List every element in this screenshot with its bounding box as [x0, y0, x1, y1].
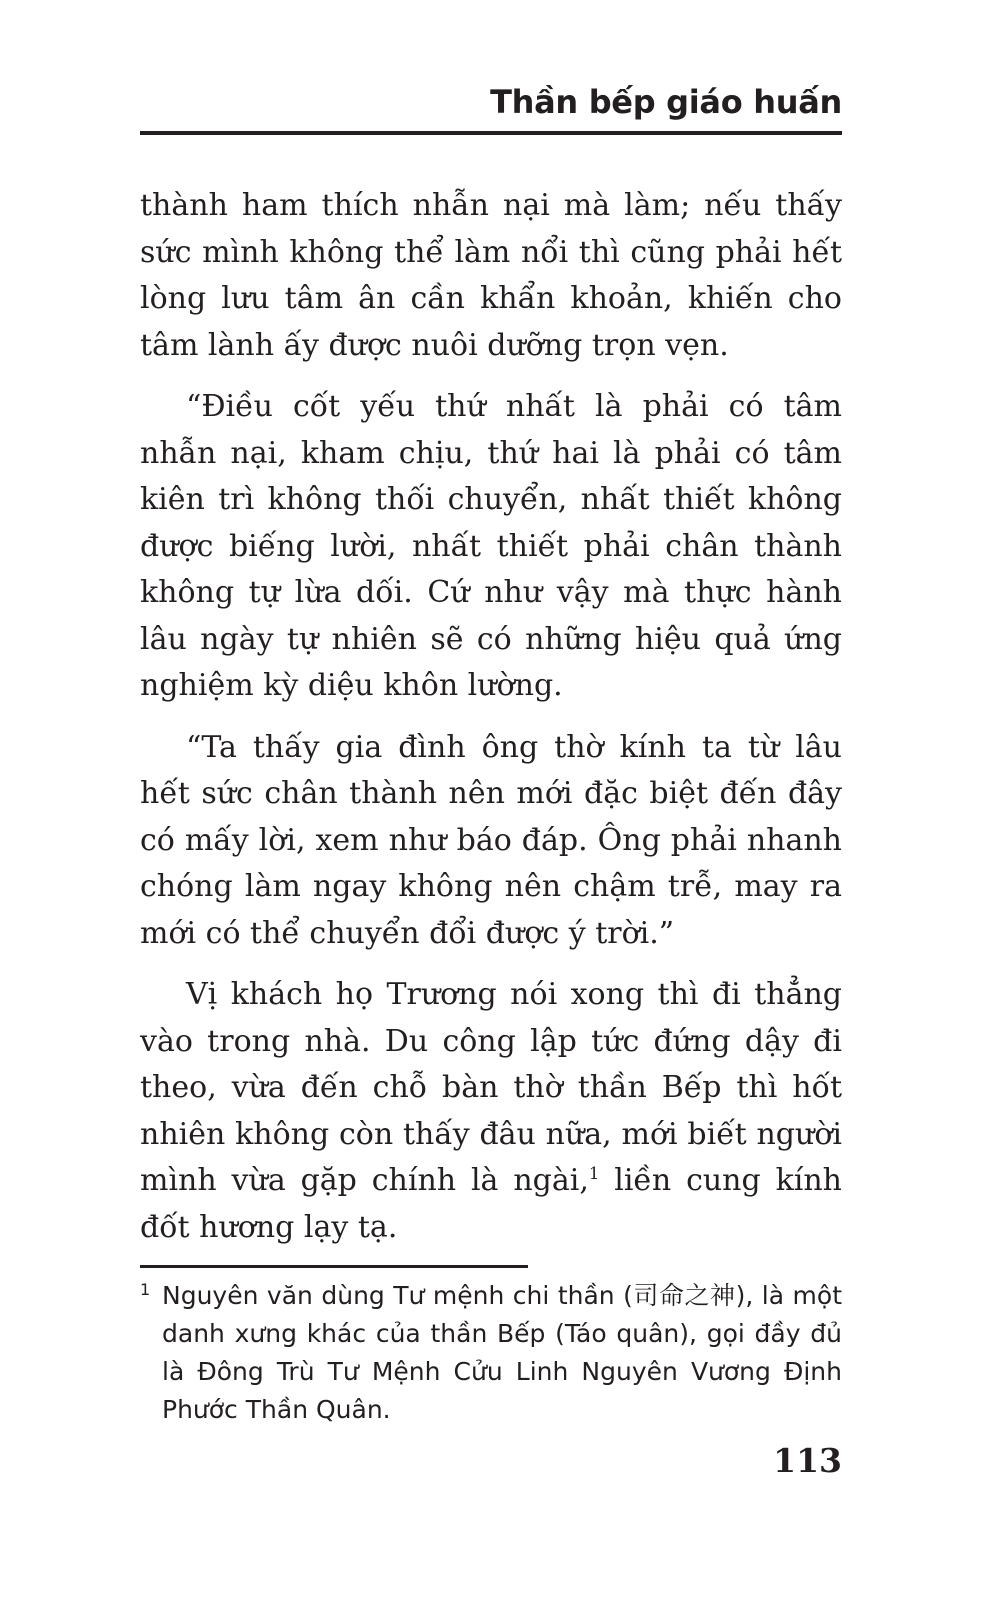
footnote	[140, 1277, 842, 1429]
page-number: 113	[773, 1441, 842, 1480]
footnote-reference: 1	[588, 1164, 600, 1183]
running-title: Thần bếp giáo huấn	[490, 83, 842, 121]
paragraph-4	[140, 972, 842, 1251]
footnote-text: Nguyên văn dùng Tư mệnh chi thần (司命之神), là một danh xưng khác của thần Bếp (Táo quân), gọi đầy đủ là Đông Trù Tư Mệnh Cửu Linh Nguyên Vương Định Phước Thần Quân.	[162, 1281, 842, 1424]
paragraph-4-text-before-note: Vị khách họ Trương nói xong thì đi thẳng vào trong nhà. Du công lập tức đứng dậy đi theo, vừa đến chỗ bàn thờ thần Bếp thì hốt nhiên không còn thấy đâu nữa, mới biết người mình vừa gặp chính là ngài,	[140, 977, 842, 1198]
footnote-marker: 1	[140, 1280, 151, 1299]
footnote-rule	[140, 1265, 528, 1268]
body-text	[140, 183, 842, 1266]
paragraph-4-text-after-note: liền cung kính đốt hương lạy tạ.	[140, 1163, 842, 1245]
paragraph-1: thành ham thích nhẫn nại mà làm; nếu thấy sức mình không thể làm nổi thì cũng phải hết lòng lưu tâm ân cần khẩn khoản, khiến cho tâm lành ấy được nuôi dưỡng trọn vẹn.	[140, 188, 842, 363]
paragraph-2: “Điều cốt yếu thứ nhất là phải có tâm nhẫn nại, kham chịu, thứ hai là phải có tâm kiên trì không thối chuyển, nhất thiết không được biếng lười, nhất thiết phải chân thành không tự lừa dối. Cứ như vậy mà thực hành lâu ngày tự nhiên sẽ có những hiệu quả ứng nghiệm kỳ diệu khôn lường.	[140, 389, 842, 703]
paragraph-3: “Ta thấy gia đình ông thờ kính ta từ lâu hết sức chân thành nên mới đặc biệt đến đây có mấy lời, xem như báo đáp. Ông phải nhanh chóng làm ngay không nên chậm trễ, may ra mới có thể chuyển đổi được ý trời.”	[140, 729, 842, 951]
header-rule	[140, 131, 842, 135]
